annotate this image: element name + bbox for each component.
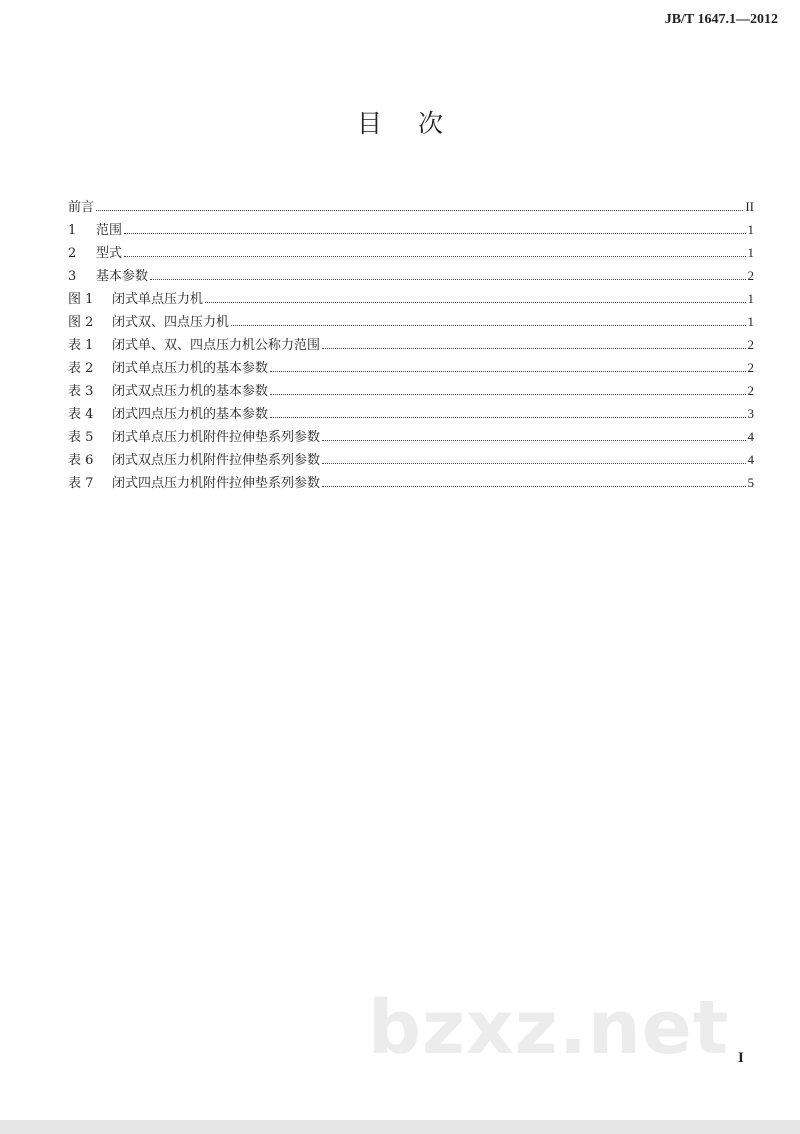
dot-leader — [124, 256, 745, 257]
dot-leader — [322, 486, 745, 487]
dot-leader — [231, 325, 745, 326]
toc-entry-label: 闭式双点压力机的基本参数 — [112, 384, 269, 399]
toc-entry-number: 1 — [68, 223, 77, 238]
toc-entry[interactable] — [68, 238, 754, 261]
dot-leader — [322, 348, 745, 349]
toc-entry[interactable] — [68, 376, 754, 399]
toc-entry-label: 闭式单点压力机的基本参数 — [112, 361, 269, 376]
toc-entry[interactable] — [68, 192, 754, 215]
page-title: 目次 — [356, 109, 479, 138]
toc-entry-label: 闭式双、四点压力机 — [112, 315, 230, 330]
dot-leader — [322, 440, 745, 441]
toc-entry-label: 闭式单、双、四点压力机公称力范围 — [112, 338, 321, 353]
toc-entry-page: 2 — [747, 360, 754, 375]
toc-entry[interactable] — [68, 261, 754, 284]
dot-leader — [205, 302, 745, 303]
toc-entry-number: 表 2 — [68, 361, 94, 376]
toc-entry[interactable] — [68, 468, 754, 491]
toc-entry[interactable] — [68, 330, 754, 353]
toc-entry-number: 表 1 — [68, 338, 94, 353]
toc-entry[interactable] — [68, 445, 754, 468]
toc-entry-page: 4 — [747, 452, 754, 467]
toc-entry[interactable] — [68, 307, 754, 330]
standard-number: JB/T 1647.1—2012 — [664, 12, 778, 27]
toc-entry-label: 闭式单点压力机附件拉伸垫系列参数 — [112, 430, 321, 445]
toc-entry-page: 2 — [747, 383, 754, 398]
toc-entry-number: 2 — [68, 246, 77, 261]
toc-entry-label: 闭式单点压力机 — [112, 292, 204, 307]
watermark: bzxz.net — [368, 985, 730, 1071]
toc-entry-page: II — [745, 199, 754, 214]
bottom-band — [0, 1120, 800, 1134]
toc-entry[interactable] — [68, 353, 754, 376]
toc-entry-page: 4 — [747, 429, 754, 444]
toc-entry-page: 1 — [747, 222, 754, 237]
toc-entry-label: 型式 — [96, 246, 123, 261]
toc-entry-label: 闭式四点压力机的基本参数 — [112, 407, 269, 422]
toc-entry-number: 图 1 — [68, 292, 94, 307]
toc-entry-page: 1 — [747, 314, 754, 329]
toc-entry-number: 表 3 — [68, 384, 94, 399]
toc-entry-label: 前言 — [68, 200, 95, 215]
toc-entry-page: 3 — [747, 406, 754, 421]
toc-entry-number: 表 7 — [68, 476, 94, 491]
toc-entry-label: 基本参数 — [96, 269, 149, 284]
dot-leader — [96, 210, 743, 211]
toc-entry[interactable] — [68, 215, 754, 238]
toc-entry-number: 表 5 — [68, 430, 94, 445]
toc-entry-label: 闭式四点压力机附件拉伸垫系列参数 — [112, 476, 321, 491]
toc-entry-page: 1 — [747, 245, 754, 260]
toc-entry-page: 2 — [747, 268, 754, 283]
toc-entry-label: 闭式双点压力机附件拉伸垫系列参数 — [112, 453, 321, 468]
toc-entry-number: 表 4 — [68, 407, 94, 422]
dot-leader — [270, 371, 745, 372]
toc-entry[interactable] — [68, 284, 754, 307]
toc-entry-number: 表 6 — [68, 453, 94, 468]
toc-entry-number: 图 2 — [68, 315, 94, 330]
dot-leader — [270, 394, 745, 395]
dot-leader — [270, 417, 745, 418]
toc-entry-page: 5 — [747, 475, 754, 490]
dot-leader — [150, 279, 745, 280]
page-number: I — [738, 1050, 744, 1066]
table-of-contents — [68, 192, 754, 491]
toc-entry-number: 3 — [68, 269, 77, 284]
dot-leader — [124, 233, 745, 234]
toc-entry[interactable] — [68, 399, 754, 422]
toc-entry-page: 2 — [747, 337, 754, 352]
toc-entry[interactable] — [68, 422, 754, 445]
toc-entry-page: 1 — [747, 291, 754, 306]
dot-leader — [322, 463, 745, 464]
toc-entry-label: 范围 — [96, 223, 123, 238]
